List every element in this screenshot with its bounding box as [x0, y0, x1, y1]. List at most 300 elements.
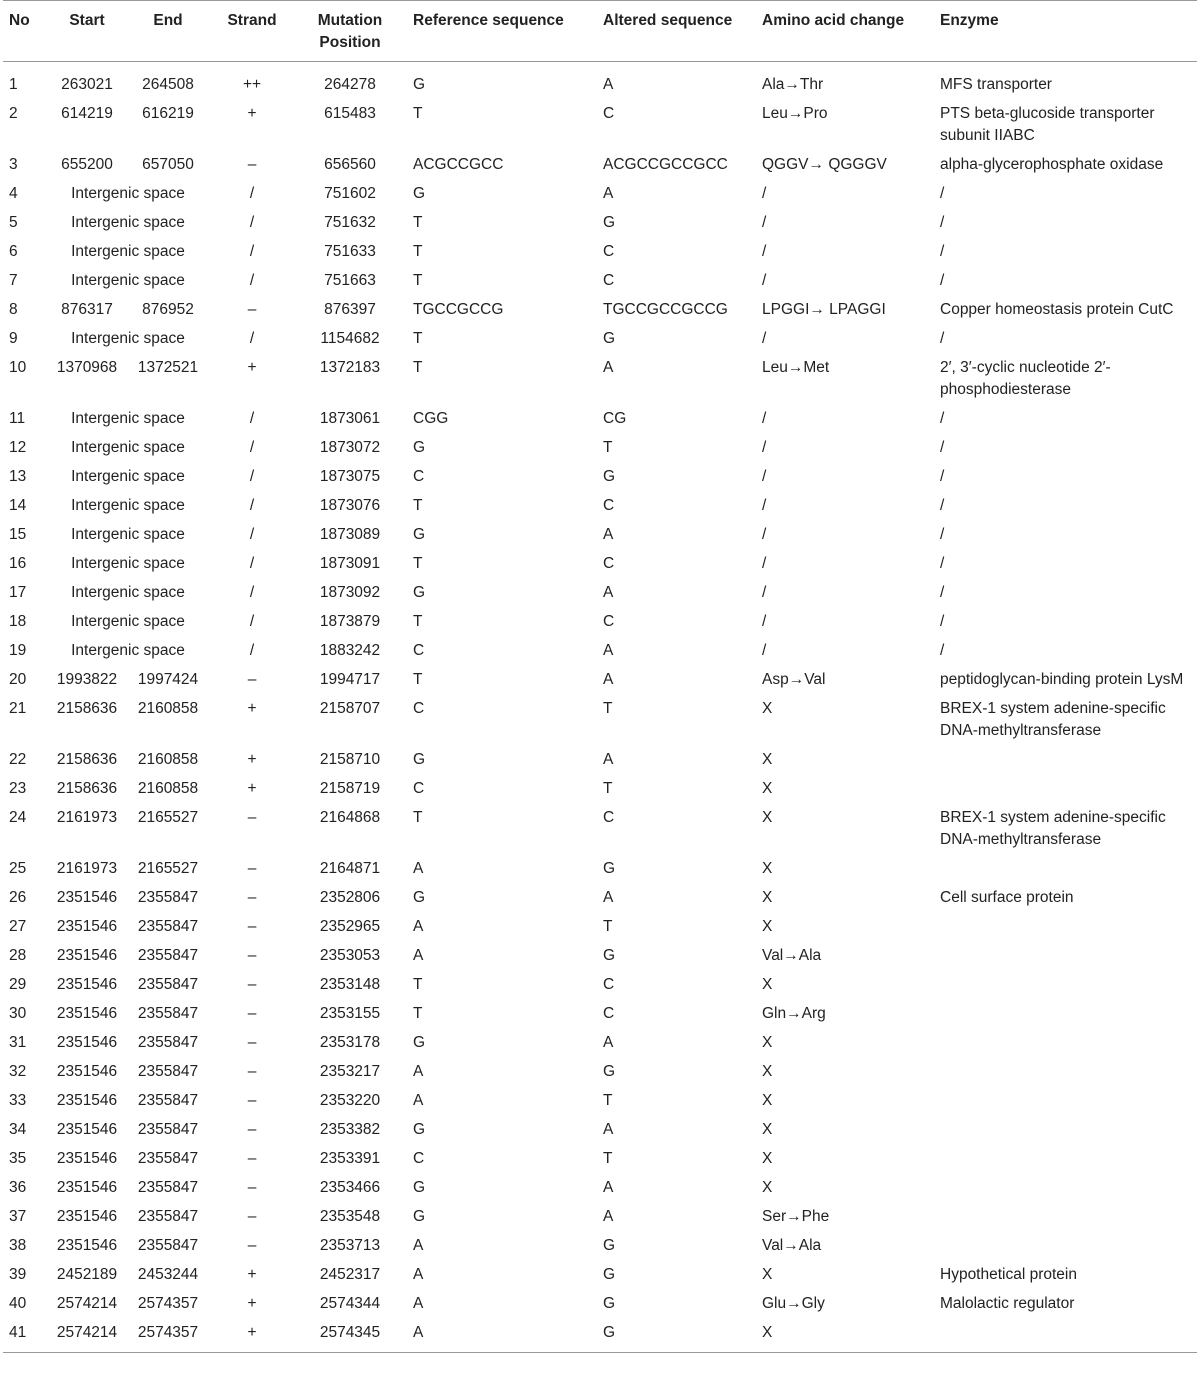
cell-amino-acid-change: Ala→Thr [762, 76, 824, 93]
cell-start: 2351546 [56, 1121, 118, 1138]
cell-no: 14 [9, 497, 27, 514]
cell-reference-sequence: C [413, 468, 425, 485]
cell-no: 7 [9, 272, 18, 289]
cell-mutation-position: 264278 [324, 76, 376, 93]
cell-enzyme [940, 1058, 1197, 1087]
cell-start: 1993822 [56, 671, 118, 688]
header-end: End [153, 12, 183, 29]
cell-end: 1997424 [137, 671, 199, 688]
cell-strand: / [249, 584, 255, 601]
cell-reference-sequence: G [413, 439, 426, 456]
cell-strand: / [249, 410, 255, 427]
cell-end: 2453244 [137, 1266, 199, 1283]
cell-enzyme [940, 855, 1197, 884]
cell-altered-sequence: G [603, 1295, 616, 1312]
cell-amino-acid-change: X [762, 1150, 773, 1167]
cell-strand: – [247, 156, 257, 173]
cell-mutation-position: 1873879 [319, 613, 381, 630]
cell-mutation-position: 2353391 [319, 1150, 381, 1167]
cell-enzyme: / [940, 584, 945, 601]
cell-altered-sequence: ACGCCGCCGCC [603, 156, 728, 173]
cell-enzyme [940, 971, 1197, 1000]
cell-reference-sequence: G [413, 76, 426, 93]
cell-enzyme: / [940, 555, 945, 572]
cell-mutation-position: 2352806 [319, 889, 381, 906]
cell-amino-acid-change: Val→Ala [762, 947, 822, 964]
cell-amino-acid-change: Ser→Phe [762, 1208, 830, 1225]
cell-reference-sequence: C [413, 780, 425, 797]
cell-enzyme [940, 1174, 1197, 1203]
cell-reference-sequence: A [413, 947, 424, 964]
cell-mutation-position: 2353217 [319, 1063, 381, 1080]
cell-altered-sequence: TGCCGCCGCCG [603, 301, 728, 318]
cell-end: 2355847 [137, 1179, 199, 1196]
cell-altered-sequence: C [603, 613, 615, 630]
cell-start: 263021 [61, 76, 113, 93]
cell-end: 2165527 [137, 809, 199, 826]
cell-altered-sequence: A [603, 1034, 614, 1051]
cell-reference-sequence: A [413, 1295, 424, 1312]
cell-end: 2160858 [137, 780, 199, 797]
table-row [3, 1261, 1197, 1290]
cell-end: 2355847 [137, 947, 199, 964]
cell-start: 2574214 [56, 1324, 118, 1341]
cell-altered-sequence: A [603, 1208, 614, 1225]
cell-end: 2355847 [137, 918, 199, 935]
cell-altered-sequence: C [603, 555, 615, 572]
cell-enzyme [940, 1000, 1197, 1029]
cell-start: 2351546 [56, 1150, 118, 1167]
cell-strand: + [247, 1295, 257, 1312]
cell-mutation-position: 2353466 [319, 1179, 381, 1196]
cell-reference-sequence: T [413, 555, 423, 572]
cell-no: 10 [9, 359, 27, 376]
table-row [3, 405, 1197, 434]
cell-amino-acid-change: X [762, 1266, 773, 1283]
table-row [3, 325, 1197, 354]
cell-no: 17 [9, 584, 27, 601]
header-strand: Strand [227, 12, 277, 29]
cell-amino-acid-change: / [762, 410, 767, 427]
cell-mutation-position: 1883242 [319, 642, 381, 659]
table-row [3, 209, 1197, 238]
header-amino-acid-change: Amino acid change [762, 12, 905, 29]
cell-no: 35 [9, 1150, 27, 1167]
cell-amino-acid-change: Val→Ala [762, 1237, 822, 1254]
cell-enzyme [940, 1203, 1197, 1232]
cell-strand: + [247, 1324, 257, 1341]
cell-strand: / [249, 642, 255, 659]
cell-altered-sequence: C [603, 243, 615, 260]
table-row [3, 62, 1197, 101]
mutation-table [3, 0, 1197, 1353]
cell-reference-sequence: T [413, 671, 423, 688]
cell-altered-sequence: G [603, 1324, 616, 1341]
table-row [3, 1319, 1197, 1353]
cell-end: 2574357 [137, 1295, 199, 1312]
cell-mutation-position: 1154682 [320, 330, 380, 347]
cell-no: 30 [9, 1005, 27, 1022]
cell-reference-sequence: G [413, 185, 426, 202]
cell-no: 15 [9, 526, 27, 543]
table-row [3, 913, 1197, 942]
cell-start: 2351546 [56, 918, 118, 935]
cell-mutation-position: 2353220 [319, 1092, 381, 1109]
cell-no: 40 [9, 1295, 27, 1312]
cell-reference-sequence: ACGCCGCC [413, 156, 504, 173]
cell-reference-sequence: T [413, 105, 423, 122]
cell-altered-sequence: G [603, 330, 616, 347]
cell-no: 24 [9, 809, 27, 826]
cell-start: 2351546 [56, 1005, 118, 1022]
cell-amino-acid-change: X [762, 860, 773, 877]
cell-strand: – [247, 671, 257, 688]
header-mutation-position: Mutation Position [317, 12, 383, 51]
cell-strand: / [249, 214, 255, 231]
table-row [3, 1232, 1197, 1261]
cell-end: 1372521 [137, 359, 199, 376]
cell-mutation-position: 2352965 [319, 918, 381, 935]
cell-mutation-position: 656560 [324, 156, 376, 173]
cell-amino-acid-change: / [762, 272, 767, 289]
cell-no: 29 [9, 976, 27, 993]
cell-altered-sequence: A [603, 671, 614, 688]
table-row [3, 238, 1197, 267]
cell-strand: – [247, 947, 257, 964]
cell-mutation-position: 751663 [324, 272, 376, 289]
cell-reference-sequence: TGCCGCCG [413, 301, 504, 318]
cell-mutation-position: 2164868 [319, 809, 381, 826]
cell-reference-sequence: A [413, 1092, 424, 1109]
cell-intergenic-space: Intergenic space [71, 185, 185, 202]
cell-end: 2165527 [137, 860, 199, 877]
cell-reference-sequence: G [413, 1121, 426, 1138]
cell-no: 32 [9, 1063, 27, 1080]
cell-reference-sequence: T [413, 809, 423, 826]
cell-no: 1 [9, 76, 18, 93]
cell-altered-sequence: C [603, 976, 615, 993]
table-row [3, 579, 1197, 608]
cell-reference-sequence: G [413, 889, 426, 906]
table-row [3, 1174, 1197, 1203]
cell-amino-acid-change: Glu→Gly [762, 1295, 825, 1312]
cell-strand: ++ [242, 76, 262, 93]
cell-enzyme: Malolactic regulator [940, 1295, 1075, 1312]
cell-mutation-position: 2353148 [319, 976, 381, 993]
table-row [3, 775, 1197, 804]
cell-amino-acid-change: / [762, 555, 767, 572]
cell-no: 20 [9, 671, 27, 688]
cell-end: 2355847 [137, 889, 199, 906]
cell-no: 6 [9, 243, 18, 260]
cell-strand: – [247, 1150, 257, 1167]
cell-start: 2351546 [56, 976, 118, 993]
cell-altered-sequence: A [603, 76, 614, 93]
cell-enzyme: Copper homeostasis protein CutC [940, 301, 1174, 318]
cell-strand: / [249, 468, 255, 485]
cell-altered-sequence: A [603, 359, 614, 376]
cell-strand: – [247, 1005, 257, 1022]
cell-intergenic-space: Intergenic space [71, 439, 185, 456]
cell-end: 2355847 [137, 1034, 199, 1051]
cell-mutation-position: 2353713 [319, 1237, 381, 1254]
cell-intergenic-space: Intergenic space [71, 555, 185, 572]
cell-amino-acid-change: X [762, 809, 773, 826]
cell-mutation-position: 1873091 [319, 555, 381, 572]
table-row [3, 1087, 1197, 1116]
cell-start: 2574214 [56, 1295, 118, 1312]
cell-altered-sequence: T [603, 1150, 613, 1167]
cell-mutation-position: 2574345 [319, 1324, 381, 1341]
cell-mutation-position: 751602 [324, 185, 376, 202]
cell-mutation-position: 2158707 [319, 700, 381, 717]
cell-end: 264508 [142, 76, 194, 93]
cell-amino-acid-change: QGGV→ QGGGV [762, 156, 887, 173]
cell-reference-sequence: C [413, 642, 425, 659]
cell-intergenic-space: Intergenic space [71, 526, 185, 543]
cell-mutation-position: 2353382 [319, 1121, 381, 1138]
cell-no: 13 [9, 468, 27, 485]
cell-reference-sequence: G [413, 584, 426, 601]
cell-enzyme: Hypothetical protein [940, 1266, 1077, 1283]
cell-altered-sequence: T [603, 1092, 613, 1109]
cell-mutation-position: 1873092 [319, 584, 381, 601]
header-no: No [9, 12, 30, 29]
table-row [3, 1058, 1197, 1087]
cell-enzyme [940, 913, 1197, 942]
cell-strand: + [247, 1266, 257, 1283]
cell-reference-sequence: T [413, 976, 423, 993]
table-row [3, 746, 1197, 775]
cell-reference-sequence: A [413, 1237, 424, 1254]
cell-mutation-position: 2353155 [319, 1005, 381, 1022]
cell-altered-sequence: C [603, 1005, 615, 1022]
cell-altered-sequence: A [603, 751, 614, 768]
cell-mutation-position: 2158710 [319, 751, 381, 768]
header-reference-sequence: Reference sequence [413, 12, 564, 29]
cell-strand: / [249, 613, 255, 630]
cell-mutation-position: 1873076 [319, 497, 381, 514]
cell-no: 16 [9, 555, 27, 572]
table-row [3, 804, 1197, 855]
cell-no: 23 [9, 780, 27, 797]
cell-amino-acid-change: / [762, 243, 767, 260]
table-row [3, 267, 1197, 296]
cell-enzyme: / [940, 497, 945, 514]
cell-no: 36 [9, 1179, 27, 1196]
cell-enzyme [940, 1087, 1197, 1116]
cell-enzyme: / [940, 526, 945, 543]
table-row [3, 1145, 1197, 1174]
cell-enzyme [940, 1145, 1197, 1174]
cell-strand: – [247, 1237, 257, 1254]
cell-strand: / [249, 272, 255, 289]
cell-amino-acid-change: / [762, 439, 767, 456]
cell-end: 2355847 [137, 976, 199, 993]
cell-intergenic-space: Intergenic space [71, 497, 185, 514]
cell-amino-acid-change: Leu→Met [762, 359, 830, 376]
cell-intergenic-space: Intergenic space [71, 214, 185, 231]
cell-no: 3 [9, 156, 18, 173]
cell-enzyme: / [940, 410, 945, 427]
cell-reference-sequence: T [413, 272, 423, 289]
cell-strand: – [247, 976, 257, 993]
cell-mutation-position: 1372183 [319, 359, 381, 376]
cell-enzyme: BREX-1 system adenine-specific DNA-methyltransferase [940, 700, 1166, 739]
cell-mutation-position: 876397 [324, 301, 376, 318]
cell-strand: – [247, 889, 257, 906]
cell-strand: – [247, 1179, 257, 1196]
table-row [3, 1203, 1197, 1232]
cell-enzyme [940, 1319, 1197, 1353]
cell-start: 2452189 [56, 1266, 118, 1283]
cell-strand: / [249, 497, 255, 514]
cell-strand: / [249, 439, 255, 456]
header-row [3, 1, 1197, 62]
cell-strand: – [247, 1092, 257, 1109]
cell-reference-sequence: A [413, 918, 424, 935]
cell-reference-sequence: C [413, 700, 425, 717]
cell-amino-acid-change: X [762, 1063, 773, 1080]
cell-altered-sequence: A [603, 889, 614, 906]
table-row [3, 354, 1197, 405]
header-start: Start [69, 12, 105, 29]
cell-amino-acid-change: / [762, 584, 767, 601]
cell-no: 19 [9, 642, 27, 659]
cell-end: 2355847 [137, 1237, 199, 1254]
cell-enzyme: alpha-glycerophosphate oxidase [940, 156, 1164, 173]
cell-amino-acid-change: X [762, 1092, 773, 1109]
cell-enzyme: / [940, 214, 945, 231]
cell-altered-sequence: G [603, 860, 616, 877]
cell-mutation-position: 2164871 [319, 860, 381, 877]
cell-altered-sequence: A [603, 1179, 614, 1196]
cell-end: 2160858 [137, 700, 199, 717]
table-row [3, 492, 1197, 521]
table-row [3, 942, 1197, 971]
cell-intergenic-space: Intergenic space [71, 613, 185, 630]
cell-amino-acid-change: / [762, 642, 767, 659]
cell-amino-acid-change: Gln→Arg [762, 1005, 826, 1022]
cell-enzyme: / [940, 185, 945, 202]
cell-mutation-position: 751633 [324, 243, 376, 260]
cell-reference-sequence: T [413, 243, 423, 260]
table-row [3, 550, 1197, 579]
cell-start: 2158636 [56, 780, 118, 797]
cell-start: 2351546 [56, 1237, 118, 1254]
table-row [3, 1000, 1197, 1029]
cell-enzyme: / [940, 613, 945, 630]
header-enzyme: Enzyme [940, 12, 999, 29]
table-row [3, 1290, 1197, 1319]
cell-strand: + [247, 751, 257, 768]
cell-altered-sequence: G [603, 947, 616, 964]
cell-reference-sequence: A [413, 860, 424, 877]
cell-amino-acid-change: LPGGI→ LPAGGI [762, 301, 886, 318]
cell-altered-sequence: A [603, 1121, 614, 1138]
cell-reference-sequence: T [413, 1005, 423, 1022]
table-row [3, 637, 1197, 666]
cell-altered-sequence: A [603, 526, 614, 543]
cell-no: 31 [9, 1034, 27, 1051]
cell-strand: / [249, 243, 255, 260]
cell-amino-acid-change: X [762, 1034, 773, 1051]
cell-end: 2574357 [137, 1324, 199, 1341]
table-row [3, 296, 1197, 325]
cell-mutation-position: 2574344 [319, 1295, 381, 1312]
cell-enzyme [940, 942, 1197, 971]
cell-strand: + [247, 700, 257, 717]
table-row [3, 521, 1197, 550]
cell-start: 2351546 [56, 1034, 118, 1051]
cell-mutation-position: 2158719 [319, 780, 381, 797]
cell-altered-sequence: T [603, 780, 613, 797]
cell-no: 41 [9, 1324, 27, 1341]
cell-enzyme: / [940, 439, 945, 456]
cell-start: 655200 [61, 156, 113, 173]
cell-no: 22 [9, 751, 27, 768]
cell-start: 614219 [61, 105, 113, 122]
cell-no: 28 [9, 947, 27, 964]
cell-enzyme: / [940, 272, 945, 289]
cell-start: 2161973 [56, 860, 118, 877]
cell-no: 8 [9, 301, 18, 318]
cell-intergenic-space: Intergenic space [71, 243, 185, 260]
cell-mutation-position: 2353548 [319, 1208, 381, 1225]
cell-amino-acid-change: / [762, 526, 767, 543]
cell-intergenic-space: Intergenic space [71, 642, 185, 659]
cell-reference-sequence: G [413, 1034, 426, 1051]
cell-enzyme: 2′, 3′-cyclic nucleotide 2′-phosphodiesterase [940, 359, 1111, 398]
cell-end: 2355847 [137, 1121, 199, 1138]
cell-reference-sequence: A [413, 1324, 424, 1341]
cell-end: 2160858 [137, 751, 199, 768]
cell-altered-sequence: G [603, 1063, 616, 1080]
cell-strand: – [247, 1034, 257, 1051]
cell-no: 39 [9, 1266, 27, 1283]
cell-no: 33 [9, 1092, 27, 1109]
cell-reference-sequence: A [413, 1266, 424, 1283]
cell-intergenic-space: Intergenic space [71, 410, 185, 427]
cell-reference-sequence: T [413, 497, 423, 514]
cell-strand: + [247, 359, 257, 376]
cell-start: 2158636 [56, 751, 118, 768]
cell-no: 18 [9, 613, 27, 630]
cell-no: 2 [9, 105, 18, 122]
cell-amino-acid-change: Asp→Val [762, 671, 826, 688]
cell-mutation-position: 1873072 [319, 439, 381, 456]
cell-end: 2355847 [137, 1208, 199, 1225]
cell-enzyme: MFS transporter [940, 76, 1052, 93]
cell-no: 38 [9, 1237, 27, 1254]
cell-amino-acid-change: X [762, 1324, 773, 1341]
cell-mutation-position: 2452317 [319, 1266, 381, 1283]
cell-amino-acid-change: X [762, 1121, 773, 1138]
cell-start: 2158636 [56, 700, 118, 717]
cell-strand: – [247, 301, 257, 318]
cell-no: 4 [9, 185, 18, 202]
cell-mutation-position: 2353053 [319, 947, 381, 964]
cell-altered-sequence: C [603, 272, 615, 289]
cell-mutation-position: 751632 [324, 214, 376, 231]
table-body [3, 62, 1197, 1353]
cell-altered-sequence: T [603, 700, 613, 717]
cell-enzyme [940, 1116, 1197, 1145]
table-row [3, 666, 1197, 695]
cell-reference-sequence: G [413, 1208, 426, 1225]
cell-enzyme [940, 746, 1197, 775]
cell-enzyme: / [940, 243, 945, 260]
